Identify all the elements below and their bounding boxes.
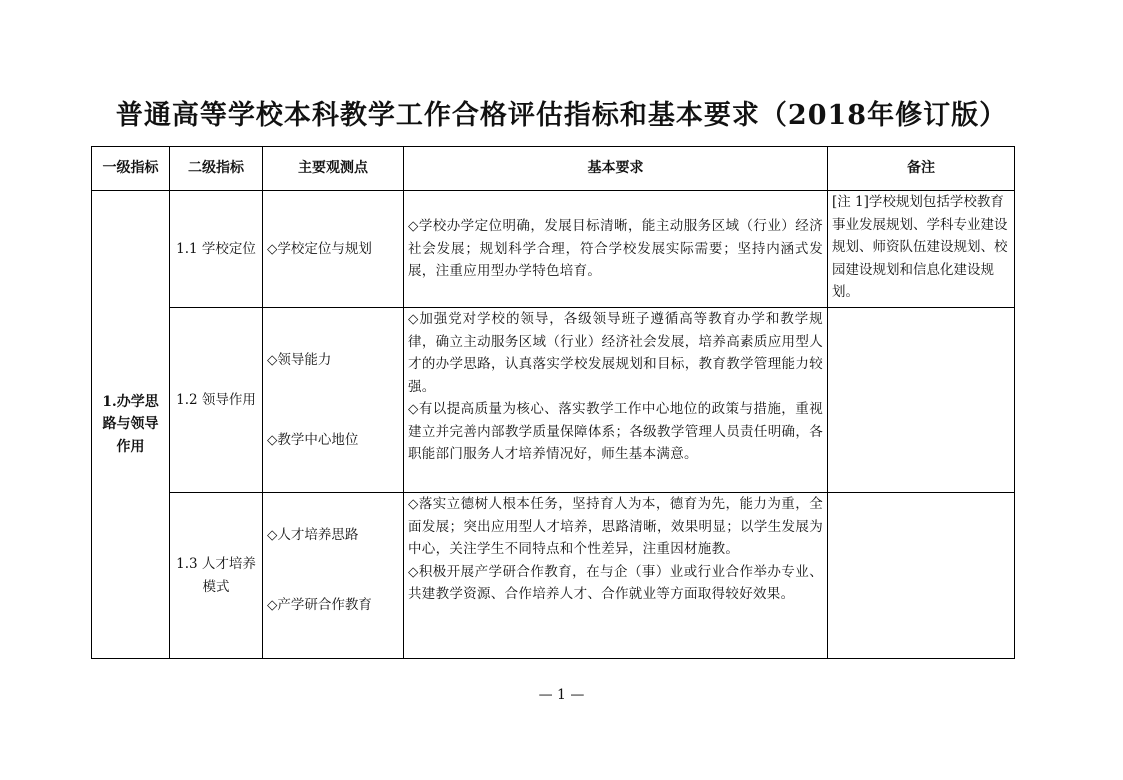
header-note: 备注: [828, 147, 1015, 191]
observation-point: ◇产学研合作教育: [267, 596, 372, 613]
table-row: [92, 493, 1015, 659]
observation-point: ◇人才培养思路: [267, 527, 359, 543]
header-primary: 一级指标: [92, 147, 170, 191]
requirement-text: ◇积极开展产学研合作教育，在与企（事）业或行业合作举办专业、共建教学资源、合作培养人才、合作就业等方面取得较好效果。: [408, 563, 823, 602]
note-cell: [注 1]学校规划包括学校教育事业发展规划、学科专业建设规划、师资队伍建设规划、校园建设规划和信息化建设规划。: [828, 191, 1015, 308]
requirements-cell: [404, 493, 828, 659]
secondary-indicator: 1.3 人才培养模式: [170, 493, 263, 659]
observation-point: ◇领导能力: [267, 352, 332, 368]
requirement-text: ◇落实立德树人根本任务，坚持育人为本，德育为先，能力为重，全面发展；突出应用型人才培养，思路清晰，效果明显；以学生发展为中心，关注学生不同特点和个性差异，注重因材施教。: [408, 496, 823, 557]
table-header-row: [92, 147, 1015, 191]
note-cell: [828, 308, 1015, 493]
header-observation: 主要观测点: [263, 147, 404, 191]
requirement-text: ◇有以提高质量为核心、落实教学工作中心地位的政策与措施，重视建立并完善内部教学质量保障体系；各级教学管理人员责任明确，各职能部门服务人才培养情况好，师生基本满意。: [408, 401, 823, 462]
observation-points: [263, 308, 404, 493]
note-cell: [828, 493, 1015, 659]
header-secondary: 二级指标: [170, 147, 263, 191]
requirement-text: ◇学校办学定位明确，发展目标清晰，能主动服务区域（行业）经济社会发展；规划科学合理，符合学校发展实际需要；坚持内涵式发展，注重应用型办学特色培育。: [408, 218, 823, 280]
observation-points: [263, 191, 404, 308]
secondary-indicator: 1.1 学校定位: [170, 191, 263, 308]
requirements-cell: [404, 191, 828, 308]
table-row: [92, 308, 1015, 493]
page-number: — 1 —: [538, 687, 585, 703]
observation-point: ◇教学中心地位: [267, 431, 359, 448]
header-requirements: 基本要求: [404, 147, 828, 191]
observation-point: ◇学校定位与规划: [267, 240, 372, 257]
page-title: 普通高等学校本科教学工作合格评估指标和基本要求（2018年修订版）: [115, 100, 1008, 131]
observation-points: [263, 493, 404, 659]
secondary-indicator: 1.2 领导作用: [170, 308, 263, 493]
table-row: [92, 191, 1015, 308]
primary-indicator: 1.办学思路与领导作用: [92, 191, 170, 659]
requirements-cell: [404, 308, 828, 493]
requirement-text: ◇加强党对学校的领导，各级领导班子遵循高等教育办学和教学规律，确立主动服务区域（行业）经济社会发展，培养高素质应用型人才的办学思路，认真落实学校发展规划和目标，教育教学管理能力较强。: [408, 311, 823, 395]
indicator-table: [91, 146, 1015, 659]
